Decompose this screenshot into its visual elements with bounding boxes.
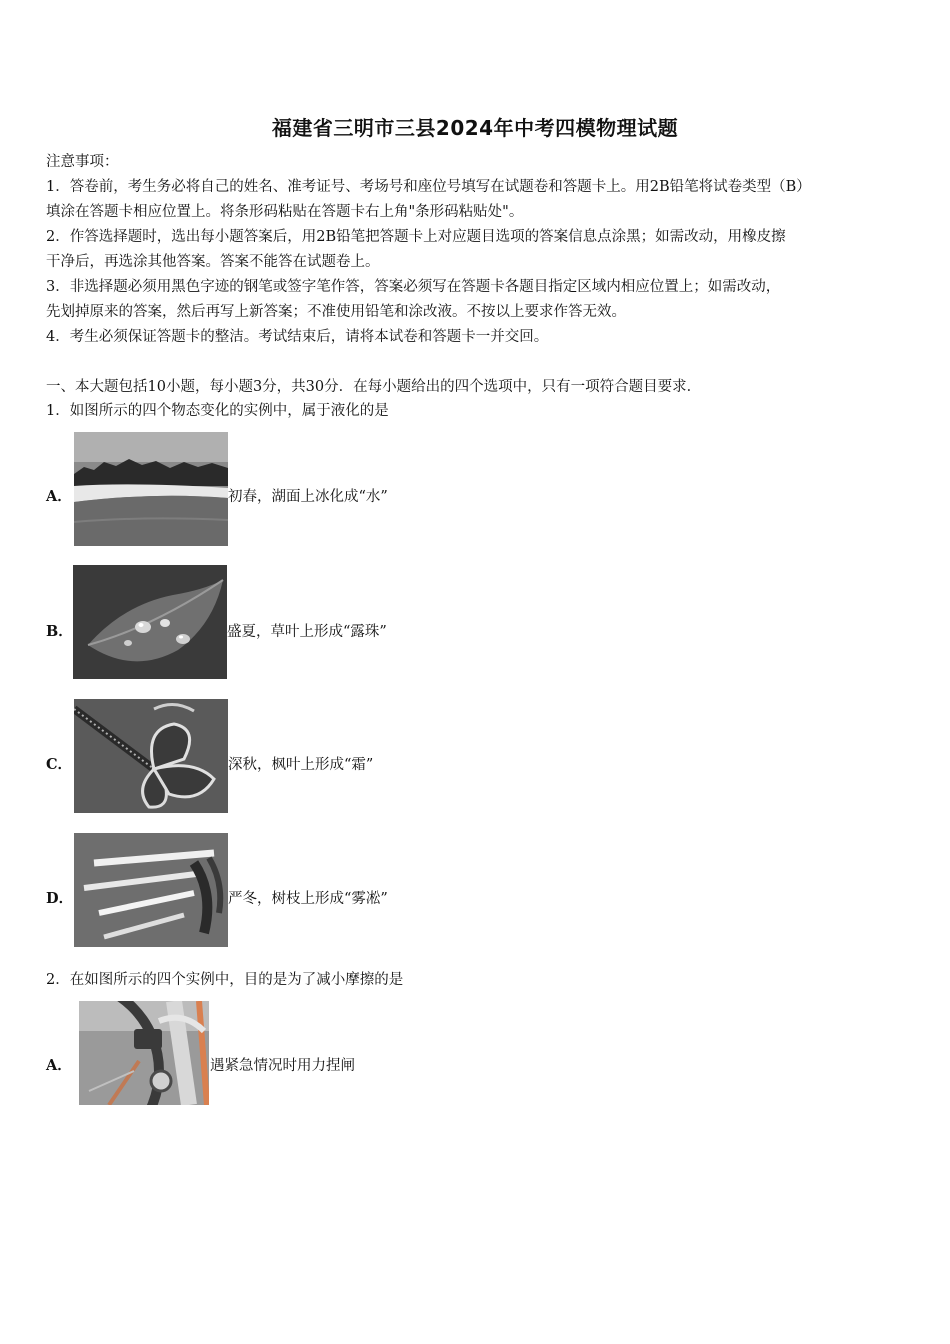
notice-line: 干净后，再选涂其他答案。答案不能答在试题卷上。 xyxy=(46,254,380,270)
bike-brake-photo xyxy=(79,1001,209,1105)
lake-ice-photo xyxy=(74,432,228,546)
option-letter: C． xyxy=(46,756,73,773)
question-2-stem: 2．在如图所示的四个实例中，目的是为了减小摩擦的是 xyxy=(46,972,404,988)
option-text: 初春，湖面上冰化成“水” xyxy=(228,489,388,505)
frost-leaf-photo xyxy=(74,699,228,813)
option-text: 盛夏，草叶上形成“露珠” xyxy=(227,624,387,640)
option-text: 深秋，枫叶上形成“霜” xyxy=(228,757,374,773)
notice-line: 2．作答选择题时，选出每小题答案后，用2B铅笔把答题卡上对应题目选项的答案信息点涂黑；如需改动，用橡皮擦 xyxy=(46,229,786,245)
option-letter: D． xyxy=(46,890,74,907)
notice-line: 1．答卷前，考生务必将自己的姓名、准考证号、考场号和座位号填写在试题卷和答题卡上。用2B铅笔将试卷类型（B） xyxy=(46,179,811,195)
dew-leaf-photo xyxy=(73,565,227,679)
option-text: 严冬，树枝上形成“雾凇” xyxy=(228,891,388,907)
section-heading: 一、本大题包括10小题，每小题3分，共30分．在每小题给出的四个选项中，只有一项符合题目要求． xyxy=(46,379,702,395)
option-letter: B． xyxy=(46,623,73,640)
notice-line: 4．考生必须保证答题卡的整洁。考试结束后，请将本试卷和答题卡一并交回。 xyxy=(46,329,549,345)
notice-line: 填涂在答题卡相应位置上。将条形码粘贴在答题卡右上角"条形码粘贴处"。 xyxy=(46,204,524,220)
option-letter: A． xyxy=(46,1057,72,1074)
page-title: 福建省三明市三县2024年中考四模物理试题 xyxy=(271,116,679,140)
notice-line: 先划掉原来的答案，然后再写上新答案；不准使用铅笔和涂改液。不按以上要求作答无效。 xyxy=(46,304,626,320)
option-letter: A． xyxy=(46,488,72,505)
rime-branch-photo xyxy=(74,833,228,947)
question-1-stem: 1．如图所示的四个物态变化的实例中，属于液化的是 xyxy=(46,403,389,419)
notice-line: 3．非选择题必须用黑色字迹的钢笔或签字笔作答，答案必须写在答题卡各题目指定区域内相应位置上；如需改动， xyxy=(46,279,781,295)
option-text: 遇紧急情况时用力捏闸 xyxy=(210,1058,355,1074)
notice-heading: 注意事项： xyxy=(46,154,119,170)
